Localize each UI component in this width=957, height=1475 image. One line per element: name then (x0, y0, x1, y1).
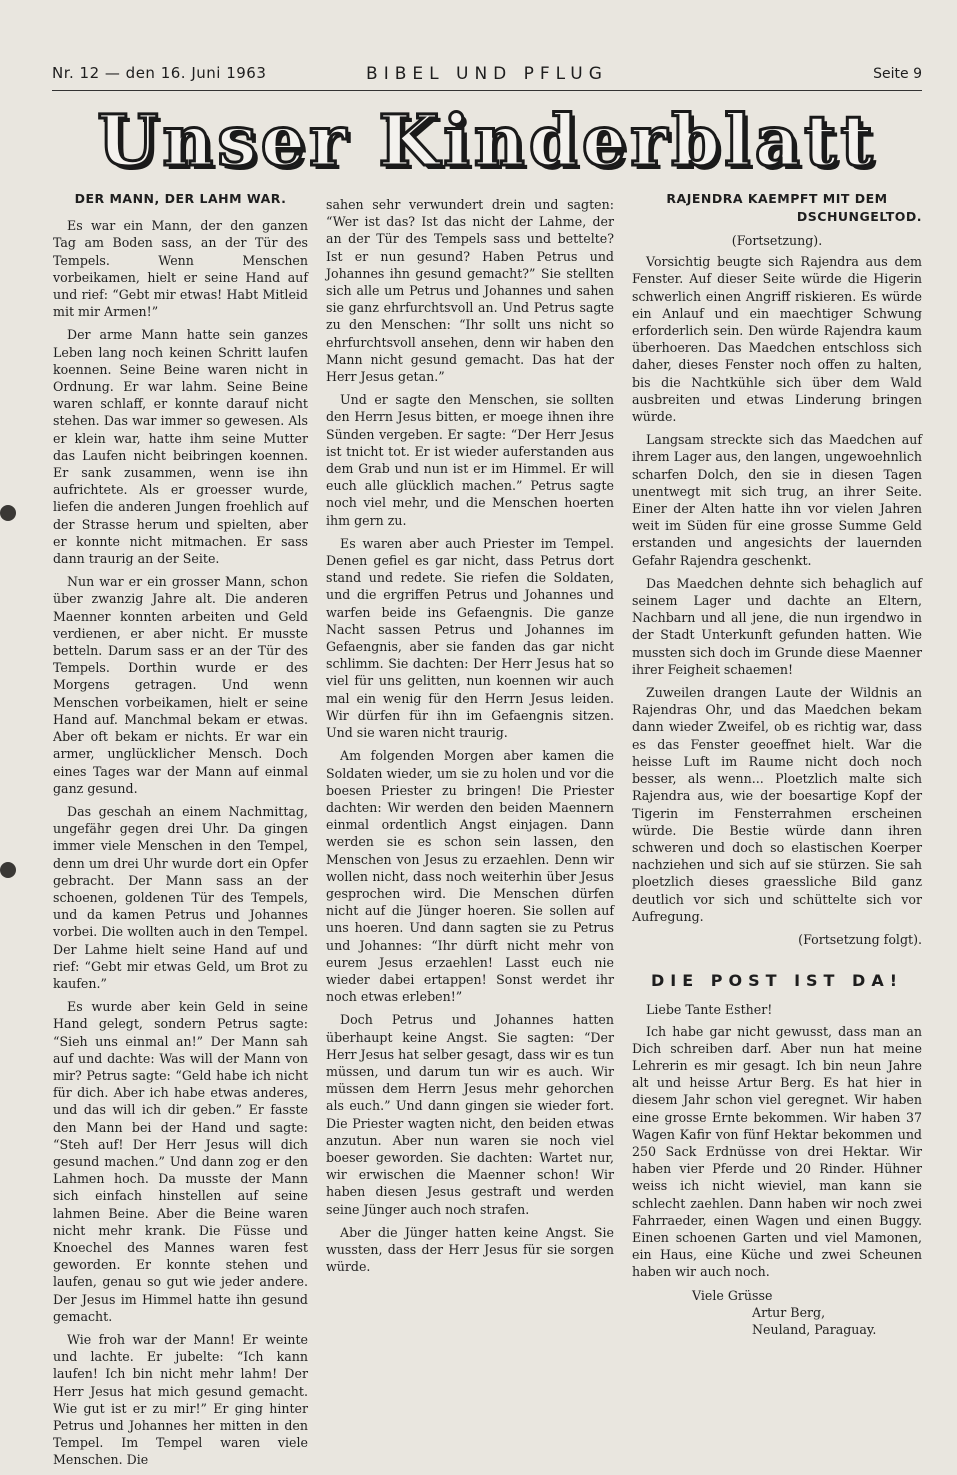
punch-hole-icon (0, 862, 16, 878)
paragraph: Aber die Jünger hatten keine Angst. Sie wussten, dass der Herr Jesus für sie sorgen würde. (326, 1224, 614, 1275)
paragraph: Das Maedchen dehnte sich behaglich auf seinem Lager und dachte an Eltern, Nachbarn und all jene, die nun irgendwo in der Stadt Unterkunft gefunden hatten. Wie mussten sich doch im Grunde diese Maenner ihrer Feigheit schaemen! (632, 575, 922, 677)
column-1 (53, 190, 308, 1475)
column-2 (326, 196, 614, 1281)
letter-body: Ich habe gar nicht gewusst, dass man an Dich schreiben darf. Aber nun hat meine Lehrerin es mir gesagt. Ich bin neun Jahre alt und heisse Artur Berg. Es hat hier in diesem Jahr schon viel geregnet. Wir haben eine grosse Ernte bekommen. Wir haben 37 Wagen Kafir von fünf Hektar bekommen und 250 Sack Erdnüsse von drei Hektar. Wir haben vier Pferde und 20 Rinder. Hühner weiss ich nicht wieviel, man kann sie schlecht zaehlen. Dann haben wir noch zwei Fahrraeder, einen Wagen und einen Buggy. Einen schoenen Garten und viel Mamonen, ein Haus, eine Küche und zwei Scheunen haben wir auch noch. (632, 1023, 922, 1280)
letter-signature-name: Artur Berg, (752, 1304, 826, 1320)
paragraph: Langsam streckte sich das Maedchen auf ihrem Lager aus, den langen, ungewoehnlich scharfen Dolch, den sie in diesen Tagen unentwegt mit sich trug, an ihrer Seite. Einer der Alten hatte ihn vor vielen Jahren weit im Süden für eine grosse Summe Geld erstanden und angesichts der lauernden Gefahr Rajendra geschenkt. (632, 432, 922, 568)
paragraph: Das geschah an einem Nachmittag, ungefähr gegen drei Uhr. Da gingen immer viele Menschen in den Tempel, denn um drei Uhr wurde dort ein Opfer gebracht. Der Mann sass an der schoenen, goldenen Tür des Tempels, und da kamen Petrus und Johannes vorbei. Die wollten auch in den Tempel. Der Lahme hielt seine Hand auf und rief: “Gebt mir etwas Geld, um Brot zu kaufen.” (53, 803, 308, 991)
letter-greeting: Liebe Tante Esther! (646, 1002, 773, 1018)
punch-hole-icon (0, 505, 16, 521)
column-3 (632, 190, 922, 1338)
letter-signature-place: Neuland, Paraguay. (752, 1321, 877, 1337)
paragraph: Es war ein Mann, der den ganzen Tag am Boden sass, an der Tür des Tempels. Wenn Menschen vorbeikamen, hielt er seine Hand auf und rief: “Gebt mir etwas! Habt Mitleid mit mir Armen!” (53, 218, 308, 320)
letter-closing: Viele Grüsse (692, 1287, 773, 1303)
paragraph: Wie froh war der Mann! Er weinte und lachte. Er jubelte: “Ich kann laufen! Ich bin nicht mehr lahm! Der Herr Jesus hat mich gesund gemacht. Wie gut ist er zu mir!” Er ging hinter Petrus und Johannes her mitten in den Tempel. Im Tempel waren viele Menschen. Die (53, 1332, 308, 1468)
story2-title-line1: RAJENDRA KAEMPFT MIT DEM (666, 191, 888, 206)
paragraph: Es wurde aber kein Geld in seine Hand gelegt, sondern Petrus sagte: “Sieh uns einmal an!” Der Mann sah auf und dachte: Was will der Mann von mir? Petrus sagte: “Geld habe ich nicht für dich. Aber ich habe etwas anderes, und das will ich dir geben.” Er fasste den Mann bei der Hand und sagte: “Steh auf! Der Herr Jesus will dich gesund machen.” Und dann zog er den Lahmen hoch. Da musste der Mann sich einfach hinstellen auf seine lahmen Beine. Aber die Beine waren nicht mehr krank. Die Füsse und Knoechel des Mannes waren fest geworden. Er konnte stehen und laufen, genau so gut wie jeder andere. Der Jesus im Himmel hatte ihn gesund gemacht. (53, 999, 308, 1324)
page-header (52, 62, 922, 90)
paragraph: Am folgenden Morgen aber kamen die Soldaten wieder, um sie zu holen und vor die boesen Priester zu bringen! Die Priester dachten: Wir werden den beiden Maennern einmal ordentlich Angst einjagen. Dann werden sie es schon sein lassen, den Menschen von Jesus zu erzaehlen. Denn wir wollen nicht, dass noch weiterhin über Jesus gesprochen wird. Die Menschen dürfen nicht auf die Jünger hoeren. Sie sollen auf uns hoeren. Und dann sagten sie zu Petrus und Johannes: “Ihr dürft nicht mehr von eurem Jesus erzaehlen! Lasst euch nie wieder dabei ertappen! Sonst werdet ihr noch etwas erleben!” (326, 748, 614, 1005)
story2-end-note: (Fortsetzung folgt). (798, 931, 922, 947)
page-number: Seite 9 (873, 66, 922, 82)
paragraph: Und er sagte den Menschen, sie sollten den Herrn Jesus bitten, er moege ihnen ihre Sünden vergeben. Er sagte: “Der Herr Jesus ist tnicht tot. Er ist wieder auferstanden aus dem Grab und nun ist er im Himmel. Er will euch alle glücklich machen.” Petrus sagte noch viel mehr, und die Menschen hoerten ihm gern zu. (326, 392, 614, 528)
header-rule (52, 90, 922, 91)
paragraph: Vorsichtig beugte sich Rajendra aus dem Fenster. Auf dieser Seite würde die Higerin schwerlich einen Angriff riskieren. Es würde ein Anlauf und ein maechtiger Schwung erforderlich sein. Den würde Rajendra kaum überhoeren. Das Maedchen entschloss sich daher, dieses Fenster noch offen zu halten, bis die Nachtkühle sich über dem Wald ausbreiten und etwas Linderung bringen würde. (632, 254, 922, 425)
story2-title-line2: DSCHUNGELTOD. (796, 209, 922, 224)
issue-date: Nr. 12 — den 16. Juni 1963 (52, 64, 267, 82)
story2-title (632, 190, 922, 226)
publication-name: BIBEL UND PFLUG (366, 64, 608, 84)
masthead-title: Unser Kinderblatt (97, 99, 877, 182)
post-title: DIE POST IST DA! (651, 971, 903, 991)
paragraph: Es waren aber auch Priester im Tempel. Denen gefiel es gar nicht, dass Petrus dort stand und redete. Sie riefen die Soldaten, und die ergriffen Petrus und Johannes und warfen beide ins Gefaengnis. Die ganze Nacht sassen Petrus und Johannes im Gefaengnis, aber sie fanden das gar nicht schlimm. Sie dachten: Der Herr Jesus hat so viel für uns gelitten, nun koennen wir auch mal ein wenig für den Herrn Jesus leiden. Wir dürfen für ihn im Gefaengnis sitzen. Und sie waren nicht traurig. (326, 535, 614, 741)
paragraph: Nun war er ein grosser Mann, schon über zwanzig Jahre alt. Die anderen Maenner konnten arbeiten und Geld verdienen, er aber nicht. Er musste betteln. Darum sass er an der Tür des Tempels. Dorthin wurde er des Morgens getragen. Und wenn Menschen vorbeikamen, hielt er seine Hand auf. Manchmal bekam er etwas. Aber oft bekam er nichts. Er war ein armer, unglücklicher Mensch. Doch eines Tages war der Mann auf einmal ganz gesund. (53, 574, 308, 796)
paragraph: Doch Petrus und Johannes hatten überhaupt keine Angst. Sie sagten: “Der Herr Jesus hat selber gesagt, dass wir es tun müssen, und darum tun wir es auch. Wir müssen dem Herrn Jesus mehr gehorchen als euch.” Und dann gingen sie wieder fort. Die Priester wagten nicht, den beiden etwas anzutun. Aber nun waren sie noch viel boeser geworden. Sie dachten: Wartet nur, wir erwischen die Maenner schon! Wir haben diesen Jesus gestraft und werden seine Jünger auch noch strafen. (326, 1012, 614, 1217)
paragraph: Zuweilen drangen Laute der Wildnis an Rajendras Ohr, und das Maedchen bekam dann wieder Zweifel, ob es richtig war, dass es das Fenster geoeffnet hielt. War die heisse Luft im Raume nicht doch noch besser, als wenn... Ploetzlich malte sich Rajendra aus, wie der boesartige Kopf der Tigerin im Fensterrahmen erscheinen würde. Die Bestie würde dann ihren schweren und doch so elastischen Koerper nachziehen und sich auf sie stürzen. Sie sah ploetzlich dieses graessliche Bild ganz deutlich vor sich und schüttelte sich vor Aufregung. (632, 685, 922, 924)
story2-subtitle: (Fortsetzung). (731, 233, 823, 248)
paragraph: Der arme Mann hatte sein ganzes Leben lang noch keinen Schritt laufen koennen. Seine Beine waren nicht in Ordnung. Er war lahm. Seine Beine waren schlaff, er konnte darauf nicht stehen. Das war immer so gewesen. Als er klein war, hatte ihm seine Mutter das Laufen nicht beibringen koennen. Er sank zusammen, wenn ise ihn aufrichtete. Als er groesser wurde, liefen die anderen Jungen froehlich auf der Strasse herum und spielten, aber er konnte nicht mitmachen. Er sass dann traurig an der Seite. (53, 327, 308, 567)
story1-title: DER MANN, DER LAHM WAR. (74, 191, 287, 206)
paragraph: sahen sehr verwundert drein und sagten: “Wer ist das? Ist das nicht der Lahme, der an der Tür des Tempels sass und bettelte? Ist er nun gesund? Haben Petrus und Johannes ihn gesund gemacht?” Sie stellten sich alle um Petrus und Johannes und sahen sie ganz ehrfurchtsvoll an. Und Petrus sagte zu den Menschen: “Ihr sollt uns nicht so ehrfurchtsvoll ansehen, denn wir haben den Mann nicht gesund gemacht. Das hat der Herr Jesus getan.” (326, 197, 614, 385)
